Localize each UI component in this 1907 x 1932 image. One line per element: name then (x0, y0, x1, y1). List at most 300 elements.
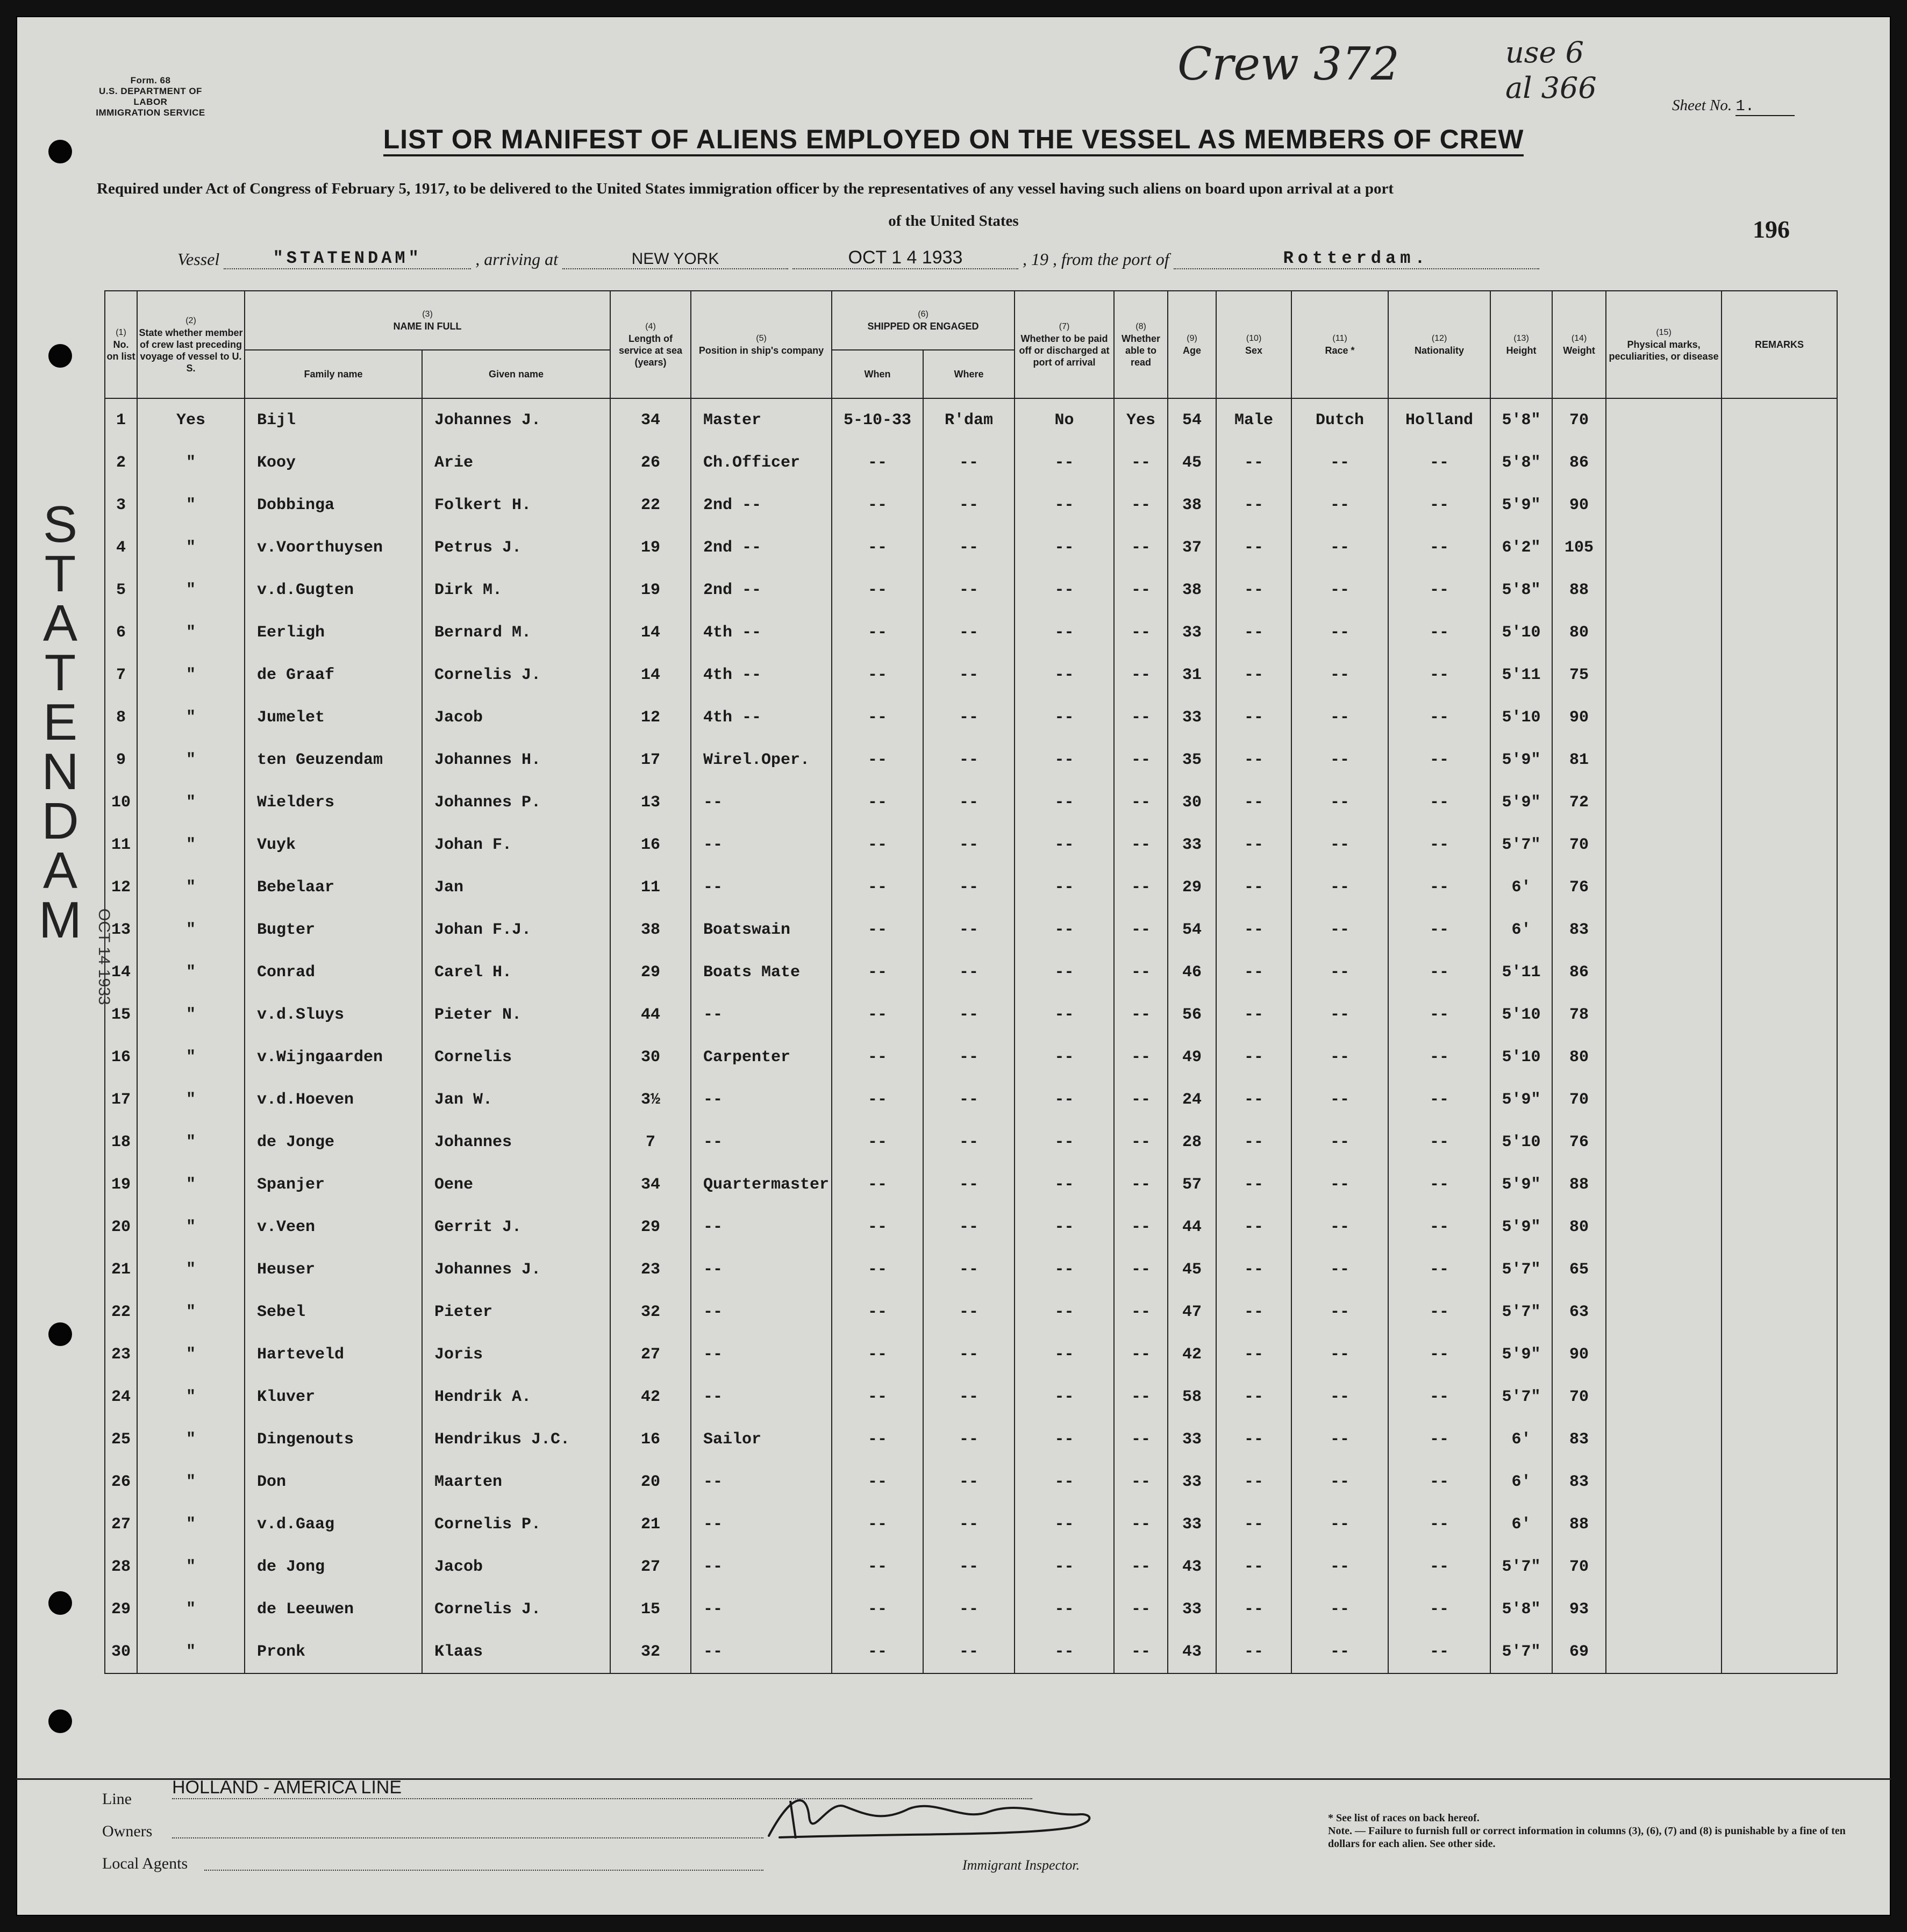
physical-marks-cell (1606, 1291, 1722, 1333)
side-vessel-stamp: S T A T E N D A M (39, 496, 82, 949)
height-cell: 5'10 (1490, 1036, 1552, 1078)
physical-marks-cell (1606, 1461, 1722, 1503)
nationality-cell: -- (1388, 441, 1490, 484)
table-row (105, 1206, 1837, 1248)
row-number-cell: 17 (105, 1078, 137, 1121)
sex-cell: -- (1216, 569, 1291, 611)
family-name-cell: Wielders (245, 781, 422, 824)
previous-voyage-cell: " (137, 781, 245, 824)
vessel-label: Vessel (177, 249, 220, 269)
race-cell: -- (1291, 1418, 1388, 1461)
family-name-cell: Dobbinga (245, 484, 422, 526)
row-number-cell: 29 (105, 1588, 137, 1630)
table-row (105, 526, 1837, 569)
weight-cell: 81 (1552, 739, 1606, 781)
race-cell: -- (1291, 739, 1388, 781)
position-cell: -- (691, 1078, 832, 1121)
shipped-when-cell: -- (832, 1078, 923, 1121)
given-name-cell: Cornelis P. (422, 1503, 610, 1545)
service-years-cell: 29 (610, 951, 691, 993)
position-cell: -- (691, 866, 832, 908)
service-years-cell: 7 (610, 1121, 691, 1163)
punch-hole (48, 344, 72, 368)
paid-off-cell: -- (1015, 1163, 1114, 1206)
age-cell: 42 (1168, 1333, 1216, 1376)
service-years-cell: 27 (610, 1545, 691, 1588)
service-years-cell: 19 (610, 526, 691, 569)
family-name-cell: v.d.Gugten (245, 569, 422, 611)
remarks-cell (1722, 908, 1837, 951)
shipped-where-cell: -- (923, 1376, 1015, 1418)
previous-voyage-cell: " (137, 441, 245, 484)
row-number-cell: 23 (105, 1333, 137, 1376)
height-cell: 5'9" (1490, 1333, 1552, 1376)
age-cell: 44 (1168, 1206, 1216, 1248)
previous-voyage-cell: " (137, 908, 245, 951)
physical-marks-cell (1606, 781, 1722, 824)
able-to-read-cell: -- (1114, 654, 1168, 696)
row-number-cell: 30 (105, 1630, 137, 1673)
previous-voyage-cell: " (137, 993, 245, 1036)
sex-cell: -- (1216, 1206, 1291, 1248)
sex-cell: -- (1216, 951, 1291, 993)
position-cell: 4th -- (691, 611, 832, 654)
table-row (105, 696, 1837, 739)
shipped-where-cell: R'dam (923, 398, 1015, 441)
table-row (105, 1078, 1837, 1121)
height-cell: 5'9" (1490, 1078, 1552, 1121)
paid-off-cell: -- (1015, 1291, 1114, 1333)
position-cell: Boats Mate (691, 951, 832, 993)
service-name: IMMIGRATION SERVICE (96, 108, 205, 118)
position-cell: -- (691, 781, 832, 824)
shipped-when-cell: -- (832, 824, 923, 866)
shipped-where-cell: -- (923, 1248, 1015, 1291)
height-cell: 5'7" (1490, 1630, 1552, 1673)
previous-voyage-cell: " (137, 484, 245, 526)
table-row (105, 1163, 1837, 1206)
paid-off-cell: -- (1015, 1418, 1114, 1461)
department-name: U.S. DEPARTMENT OF LABOR (99, 86, 202, 107)
shipped-where-cell: -- (923, 739, 1015, 781)
service-years-cell: 26 (610, 441, 691, 484)
physical-marks-cell (1606, 993, 1722, 1036)
physical-marks-cell (1606, 484, 1722, 526)
nationality-cell: -- (1388, 484, 1490, 526)
previous-voyage-cell: " (137, 1036, 245, 1078)
nationality-cell: -- (1388, 866, 1490, 908)
family-name-cell: Kluver (245, 1376, 422, 1418)
sex-cell: -- (1216, 526, 1291, 569)
paid-off-cell: -- (1015, 781, 1114, 824)
shipped-when-cell: -- (832, 781, 923, 824)
previous-voyage-cell: " (137, 1545, 245, 1588)
punch-hole (48, 1591, 72, 1615)
line-label: Line (102, 1790, 132, 1808)
height-cell: 6'2" (1490, 526, 1552, 569)
able-to-read-cell: -- (1114, 526, 1168, 569)
position-cell: Quartermaster (691, 1163, 832, 1206)
physical-marks-cell (1606, 1163, 1722, 1206)
family-name-cell: v.d.Hoeven (245, 1078, 422, 1121)
table-row (105, 951, 1837, 993)
given-name-cell: Johannes (422, 1121, 610, 1163)
header-height: (13) Height (1490, 291, 1552, 398)
shipped-where-cell: -- (923, 1078, 1015, 1121)
able-to-read-cell: -- (1114, 1418, 1168, 1461)
age-cell: 54 (1168, 908, 1216, 951)
race-cell: -- (1291, 1078, 1388, 1121)
shipped-where-cell: -- (923, 1291, 1015, 1333)
page-title (16, 124, 1891, 155)
row-number-cell: 5 (105, 569, 137, 611)
service-years-cell: 14 (610, 611, 691, 654)
shipped-where-cell: -- (923, 611, 1015, 654)
sex-cell: -- (1216, 1333, 1291, 1376)
nationality-cell: -- (1388, 824, 1490, 866)
sex-cell: -- (1216, 1545, 1291, 1588)
nationality-cell: -- (1388, 1036, 1490, 1078)
paid-off-cell: -- (1015, 1206, 1114, 1248)
table-row (105, 1461, 1837, 1503)
race-cell: Dutch (1291, 398, 1388, 441)
physical-marks-cell (1606, 526, 1722, 569)
nationality-cell: -- (1388, 1333, 1490, 1376)
race-cell: -- (1291, 1248, 1388, 1291)
service-years-cell: 3½ (610, 1078, 691, 1121)
from-port-label: , from the port of (1052, 249, 1169, 269)
age-cell: 33 (1168, 696, 1216, 739)
table-row (105, 1248, 1837, 1291)
position-cell: -- (691, 1461, 832, 1503)
able-to-read-cell: -- (1114, 1291, 1168, 1333)
sheet-number-value: 1. (1735, 97, 1795, 116)
sex-cell: -- (1216, 1248, 1291, 1291)
footer-notes (1328, 1812, 1866, 1850)
row-number-cell: 12 (105, 866, 137, 908)
service-years-cell: 16 (610, 1418, 691, 1461)
header-paid-off: (7) Whether to be paid off or discharged at port of arrival (1015, 291, 1114, 398)
owners-label: Owners (102, 1822, 153, 1840)
able-to-read-cell: -- (1114, 739, 1168, 781)
remarks-cell (1722, 1206, 1837, 1248)
given-name-cell: Johan F. (422, 824, 610, 866)
shipped-when-cell: -- (832, 654, 923, 696)
race-cell: -- (1291, 1461, 1388, 1503)
shipped-when-cell: -- (832, 1036, 923, 1078)
header-given-name: Given name (422, 350, 610, 398)
service-years-cell: 32 (610, 1291, 691, 1333)
height-cell: 5'11 (1490, 951, 1552, 993)
given-name-cell: Klaas (422, 1630, 610, 1673)
service-years-cell: 29 (610, 1206, 691, 1248)
row-number-cell: 2 (105, 441, 137, 484)
physical-marks-cell (1606, 908, 1722, 951)
sex-cell: -- (1216, 1461, 1291, 1503)
shipped-where-cell: -- (923, 908, 1015, 951)
weight-cell: 90 (1552, 484, 1606, 526)
family-name-cell: de Jong (245, 1545, 422, 1588)
able-to-read-cell: -- (1114, 1461, 1168, 1503)
height-cell: 5'7" (1490, 1291, 1552, 1333)
weight-cell: 70 (1552, 1376, 1606, 1418)
family-name-cell: Spanjer (245, 1163, 422, 1206)
family-name-cell: Harteveld (245, 1333, 422, 1376)
family-name-cell: Vuyk (245, 824, 422, 866)
height-cell: 5'8" (1490, 441, 1552, 484)
remarks-cell (1722, 1248, 1837, 1291)
row-number-cell: 25 (105, 1418, 137, 1461)
nationality-cell: -- (1388, 1545, 1490, 1588)
paid-off-cell: No (1015, 398, 1114, 441)
height-cell: 5'7" (1490, 824, 1552, 866)
sex-cell: -- (1216, 611, 1291, 654)
given-name-cell: Gerrit J. (422, 1206, 610, 1248)
service-years-cell: 22 (610, 484, 691, 526)
race-cell: -- (1291, 781, 1388, 824)
shipped-where-cell: -- (923, 1461, 1015, 1503)
nationality-cell: -- (1388, 569, 1490, 611)
shipped-when-cell: -- (832, 611, 923, 654)
shipped-where-cell: -- (923, 1503, 1015, 1545)
shipped-when-cell: -- (832, 1418, 923, 1461)
physical-marks-cell (1606, 951, 1722, 993)
sex-cell: -- (1216, 654, 1291, 696)
family-name-cell: Kooy (245, 441, 422, 484)
paid-off-cell: -- (1015, 484, 1114, 526)
race-cell: -- (1291, 951, 1388, 993)
remarks-cell (1722, 398, 1837, 441)
age-cell: 33 (1168, 824, 1216, 866)
height-cell: 5'10 (1490, 993, 1552, 1036)
paid-off-cell: -- (1015, 1376, 1114, 1418)
weight-cell: 72 (1552, 781, 1606, 824)
height-cell: 5'8" (1490, 398, 1552, 441)
position-cell: -- (691, 1121, 832, 1163)
able-to-read-cell: -- (1114, 441, 1168, 484)
previous-voyage-cell: " (137, 611, 245, 654)
given-name-cell: Joris (422, 1333, 610, 1376)
shipped-where-cell: -- (923, 824, 1015, 866)
paid-off-cell: -- (1015, 1333, 1114, 1376)
nationality-cell: -- (1388, 1461, 1490, 1503)
shipped-where-cell: -- (923, 484, 1015, 526)
row-number-cell: 21 (105, 1248, 137, 1291)
age-cell: 33 (1168, 1461, 1216, 1503)
sex-cell: -- (1216, 1418, 1291, 1461)
family-name-cell: ten Geuzendam (245, 739, 422, 781)
table-row (105, 824, 1837, 866)
family-name-cell: v.Veen (245, 1206, 422, 1248)
weight-cell: 88 (1552, 1503, 1606, 1545)
able-to-read-cell: -- (1114, 484, 1168, 526)
service-years-cell: 17 (610, 739, 691, 781)
row-number-cell: 10 (105, 781, 137, 824)
height-cell: 5'10 (1490, 1121, 1552, 1163)
remarks-cell (1722, 526, 1837, 569)
given-name-cell: Folkert H. (422, 484, 610, 526)
table-row (105, 908, 1837, 951)
family-name-cell: de Leeuwen (245, 1588, 422, 1630)
family-name-cell: Bebelaar (245, 866, 422, 908)
nationality-cell: -- (1388, 526, 1490, 569)
race-cell: -- (1291, 654, 1388, 696)
height-cell: 5'11 (1490, 654, 1552, 696)
race-cell: -- (1291, 1121, 1388, 1163)
shipped-where-cell: -- (923, 951, 1015, 993)
given-name-cell: Hendrikus J.C. (422, 1418, 610, 1461)
service-years-cell: 11 (610, 866, 691, 908)
given-name-cell: Bernard M. (422, 611, 610, 654)
header-position: (5) Position in ship's company (691, 291, 832, 398)
vessel-name: "STATENDAM" (224, 248, 471, 269)
race-cell: -- (1291, 1036, 1388, 1078)
given-name-cell: Johannes P. (422, 781, 610, 824)
race-cell: -- (1291, 1630, 1388, 1673)
shipped-when-cell: -- (832, 1163, 923, 1206)
nationality-cell: -- (1388, 781, 1490, 824)
able-to-read-cell: -- (1114, 866, 1168, 908)
position-cell: -- (691, 993, 832, 1036)
previous-voyage-cell: " (137, 1163, 245, 1206)
age-cell: 38 (1168, 569, 1216, 611)
shipped-when-cell: -- (832, 1630, 923, 1673)
header-previous-voyage: (2) State whether member of crew last preceding voyage of vessel to U. S. (137, 291, 245, 398)
sex-cell: -- (1216, 1630, 1291, 1673)
age-cell: 54 (1168, 398, 1216, 441)
row-number-cell: 26 (105, 1461, 137, 1503)
previous-voyage-cell: " (137, 1078, 245, 1121)
remarks-cell (1722, 866, 1837, 908)
race-cell: -- (1291, 441, 1388, 484)
sheet-number-label: Sheet No. (1672, 97, 1732, 114)
nationality-cell: -- (1388, 696, 1490, 739)
sex-cell: Male (1216, 398, 1291, 441)
row-number-cell: 27 (105, 1503, 137, 1545)
position-cell: -- (691, 1630, 832, 1673)
handwritten-crew-count: Crew 372 (1177, 38, 1400, 90)
height-cell: 5'8" (1490, 569, 1552, 611)
age-cell: 33 (1168, 1503, 1216, 1545)
paid-off-cell: -- (1015, 908, 1114, 951)
service-years-cell: 16 (610, 824, 691, 866)
shipped-when-cell: -- (832, 1333, 923, 1376)
weight-cell: 70 (1552, 398, 1606, 441)
physical-marks-cell (1606, 1036, 1722, 1078)
remarks-cell (1722, 1630, 1837, 1673)
manifest-table (104, 290, 1838, 1674)
age-cell: 35 (1168, 739, 1216, 781)
age-cell: 56 (1168, 993, 1216, 1036)
family-name-cell: de Graaf (245, 654, 422, 696)
table-row (105, 1291, 1837, 1333)
stamp-number: 196 (1753, 216, 1790, 243)
service-years-cell: 23 (610, 1248, 691, 1291)
given-name-cell: Johannes J. (422, 398, 610, 441)
penalty-note: Note. — Failure to furnish full or correct information in columns (3), (6), (7) and (8) is punishable by a fine of ten dollars for each alien. See other side. (1328, 1825, 1846, 1850)
sheet-number (1672, 97, 1795, 116)
previous-voyage-cell: " (137, 866, 245, 908)
weight-cell: 86 (1552, 441, 1606, 484)
arrival-port: NEW YORK (562, 250, 788, 269)
given-name-cell: Petrus J. (422, 526, 610, 569)
shipped-where-cell: -- (923, 781, 1015, 824)
shipped-where-cell: -- (923, 1418, 1015, 1461)
owners-value (172, 1837, 763, 1838)
given-name-cell: Carel H. (422, 951, 610, 993)
service-years-cell: 34 (610, 1163, 691, 1206)
shipped-when-cell: -- (832, 569, 923, 611)
weight-cell: 83 (1552, 908, 1606, 951)
table-row (105, 1630, 1837, 1673)
table-row (105, 866, 1837, 908)
service-years-cell: 21 (610, 1503, 691, 1545)
paid-off-cell: -- (1015, 569, 1114, 611)
race-cell: -- (1291, 1291, 1388, 1333)
row-number-cell: 19 (105, 1163, 137, 1206)
position-cell: 4th -- (691, 654, 832, 696)
nationality-cell: -- (1388, 1163, 1490, 1206)
able-to-read-cell: -- (1114, 611, 1168, 654)
physical-marks-cell (1606, 1545, 1722, 1588)
previous-voyage-cell: " (137, 1630, 245, 1673)
able-to-read-cell: -- (1114, 1036, 1168, 1078)
header-no: (1) No. on list (105, 291, 137, 398)
height-cell: 6' (1490, 1418, 1552, 1461)
age-cell: 45 (1168, 441, 1216, 484)
age-cell: 24 (1168, 1078, 1216, 1121)
nationality-cell: -- (1388, 1206, 1490, 1248)
physical-marks-cell (1606, 398, 1722, 441)
sex-cell: -- (1216, 739, 1291, 781)
able-to-read-cell: -- (1114, 696, 1168, 739)
weight-cell: 76 (1552, 866, 1606, 908)
given-name-cell: Dirk M. (422, 569, 610, 611)
race-cell: -- (1291, 484, 1388, 526)
height-cell: 6' (1490, 866, 1552, 908)
physical-marks-cell (1606, 1588, 1722, 1630)
race-cell: -- (1291, 696, 1388, 739)
remarks-cell (1722, 696, 1837, 739)
handwritten-al: al 366 (1505, 71, 1597, 105)
row-number-cell: 8 (105, 696, 137, 739)
height-cell: 5'10 (1490, 696, 1552, 739)
paid-off-cell: -- (1015, 526, 1114, 569)
position-cell: -- (691, 1248, 832, 1291)
punch-hole (48, 1322, 72, 1346)
weight-cell: 93 (1552, 1588, 1606, 1630)
remarks-cell (1722, 484, 1837, 526)
position-cell: Wirel.Oper. (691, 739, 832, 781)
position-cell: Carpenter (691, 1036, 832, 1078)
table-row (105, 484, 1837, 526)
age-cell: 58 (1168, 1376, 1216, 1418)
shipped-when-cell: -- (832, 1545, 923, 1588)
age-cell: 43 (1168, 1545, 1216, 1588)
given-name-cell: Pieter N. (422, 993, 610, 1036)
race-cell: -- (1291, 1503, 1388, 1545)
from-port: Rotterdam. (1174, 248, 1539, 269)
header-where: Where (923, 350, 1015, 398)
service-years-cell: 42 (610, 1376, 691, 1418)
crew-rows (105, 398, 1837, 1673)
given-name-cell: Johannes H. (422, 739, 610, 781)
weight-cell: 70 (1552, 1078, 1606, 1121)
weight-cell: 83 (1552, 1418, 1606, 1461)
table-row (105, 1503, 1837, 1545)
remarks-cell (1722, 654, 1837, 696)
row-number-cell: 16 (105, 1036, 137, 1078)
